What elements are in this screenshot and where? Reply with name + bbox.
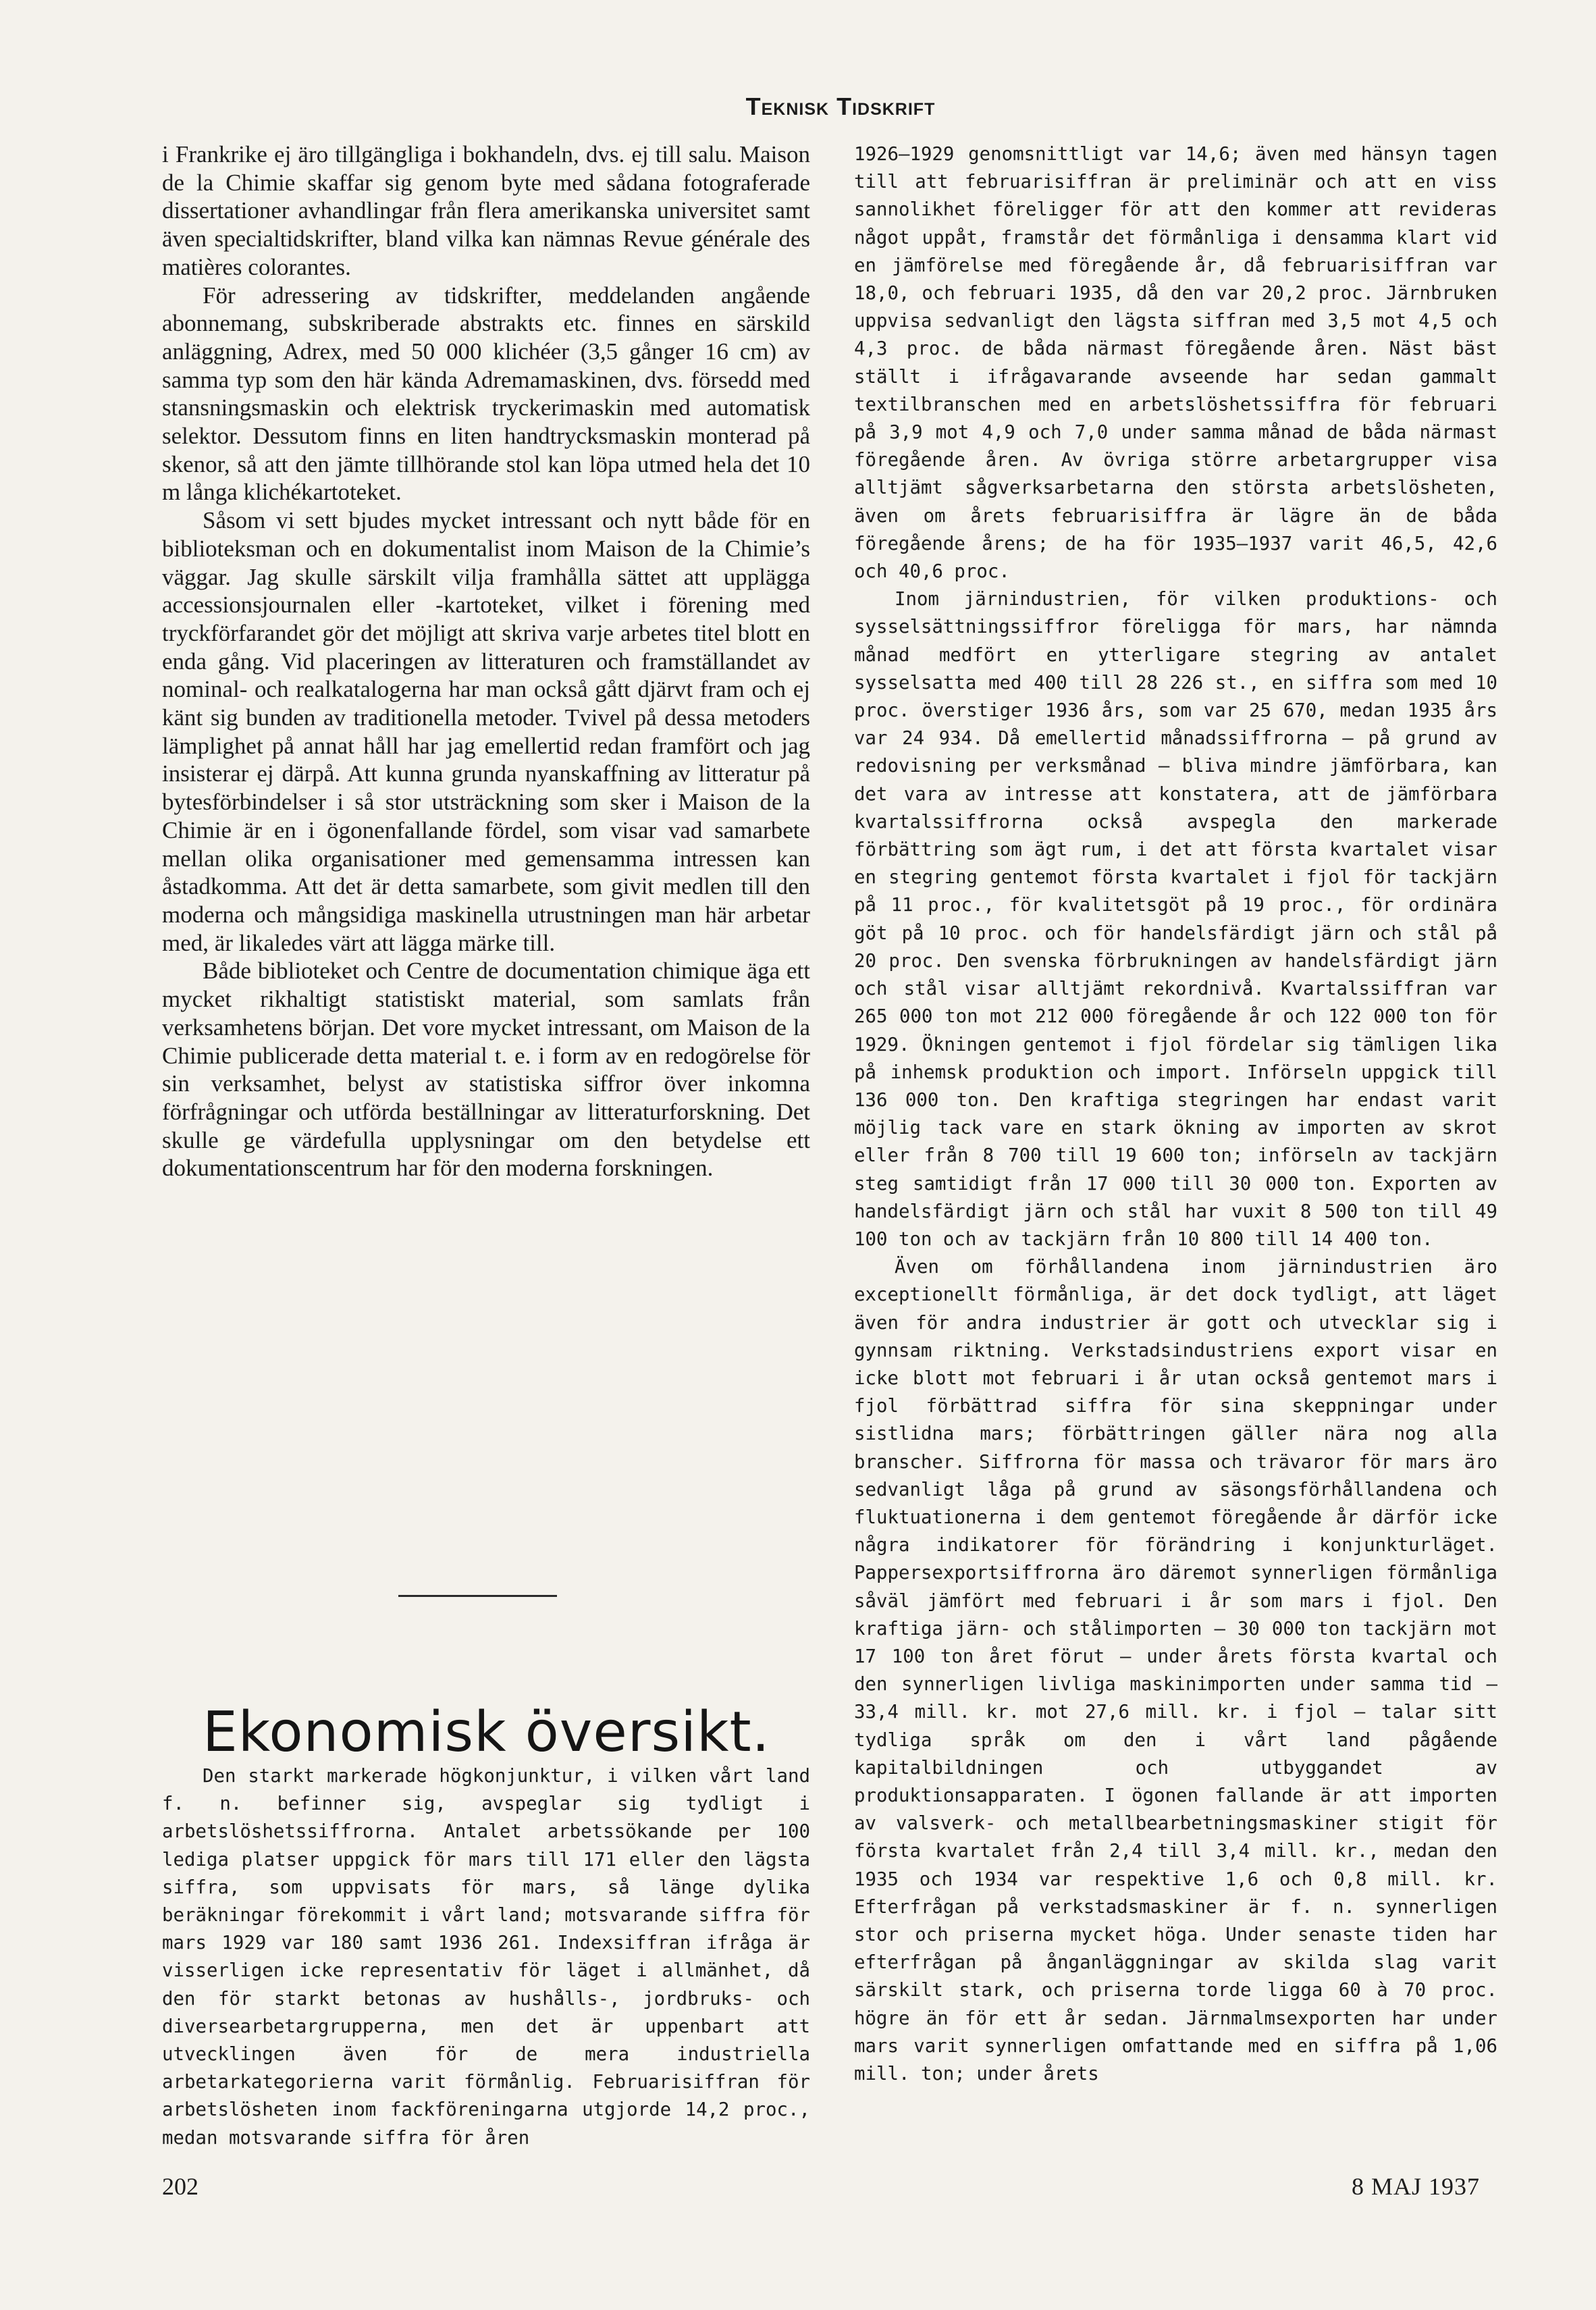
left-paragraph-1: i Frankrike ej äro tillgängliga i bokhandeln, dvs. ej till salu. Maison de la Chimie skaffar sig genom byte med sådana fotograferade dissertationer avhandlingar från flera amerikanska universitet samt även specialtidskrifter, bland vilka kan nämnas Revue générale des matières colorantes. [162,141,810,280]
right-paragraph-1: 1926—1929 genomsnittligt var 14,6; även med hänsyn tagen till att februarisiffran är preliminär och att en viss sannolikhet föreligger för att den kommer att revideras något uppåt, framstår det förmånliga i densamma klart vid en jämförelse med föregående år, då februarisiffran var 18,0, och februari 1935, då den var 20,2 proc. Järnbruken uppvisa sedvanligt den lägsta siffran med 3,5 mot 4,5 och 4,3 proc. de båda närmast föregående åren. Näst bäst ställt i ifrågavarande avseende har sedan gammalt textilbranschen med en arbetslöshetssiffra för februari på 3,9 mot 4,9 och 7,0 under samma månad de båda närmast föregående åren. Av övriga större arbetargrupper visa alltjämt sågverksarbetarna den största arbetslösheten, även om årets februarisiffra är lägre än de båda föregående årens; de ha för 1935—1937 varit 46,5, 42,6 och 40,6 proc. [854,144,1497,583]
section-body [162,1762,810,2152]
left-paragraph-3: Såsom vi sett bjudes mycket intressant och nytt både för en biblioteksman och en dokumentalist inom Maison de la Chimie’s väggar. Jag skulle särskilt vilja framhålla sättet att upplägga accessionsjournalen eller -kartoteket, vilket i förening med tryckförfarandet gör det möjligt att skriva varje arbetes titel blott en enda gång. Vid placeringen av litteraturen och framställandet av nominal- och realkatalogerna har man också gått djärvt fram och ej känt sig bunden av traditionella metoder. Tvivel på dessa metoders lämplighet på annat håll har jag emellertid redan framfört och jag insisterar ej därpå. Att kunna grunda nyanskaffning av litteratur på bytesförbindelser i så stor utsträckning som sker i Maison de la Chimie är en i ögonenfallande fördel, som visar vad samarbete mellan olika organisationer med gemensamma intressen kan åstadkomma. Att det är detta samarbete, som givit medlen till den moderna och mångsidiga maskinella utrustningen man här arbetar med, är likaledes värt att lägga märke till. [162,507,810,956]
section-title: Ekonomisk översikt. [203,1700,770,1764]
left-paragraph-4: Både biblioteket och Centre de documentation chimique äga ett mycket rikhaltigt statistiskt material, som samlats från verksamhetens början. Det vore mycket intressant, om Maison de la Chimie publicerade detta material t. e. i form av en redogörelse för sin verksamhet, belyst av statistiska siffror över inkomna förfrågningar och utförda beställningar av litteraturforskning. Det skulle ge värdefulla upplysningar om den betydelse ett dokumentationscentrum har för den moderna forskningen. [162,957,810,1182]
right-column [854,140,1497,2088]
right-paragraph-3: Även om förhållandena inom järnindustrien äro exceptionellt förmånliga, är det dock tydligt, att läget även för andra industrier är gott och utvecklar sig i gynnsam riktning. Verkstadsindustriens export visar en icke blott mot februari i år utan också gentemot mars i fjol förbättrad siffra för sina skeppningar under sistlidna mars; förbättringen gäller nära nog alla branscher. Siffrorna för massa och trävaror för mars äro sedvanligt låga på grund av säsongsförhållandena och fluktuationerna i dem gentemot föregående år därför icke några indikatorer för förändring i konjunkturläget. Pappersexportsiffrorna äro däremot synnerligen förmånliga såväl jämfört med februari i år som mars i fjol. Den kraftiga järn- och stålimporten — 30 000 ton tackjärn mot 17 100 ton året förut — under årets första kvartal och den synnerligen livliga maskinimporten under samma tid — 33,4 mill. kr. mot 27,6 mill. kr. i fjol — talar sitt tydliga språk om den i vårt land pågående kapitalbildningen och utbyggandet av produktionsapparaten. I ögonen fallande är att importen av valsverk- och metallbearbetningsmaskiner stigit för första kvartalet från 2,4 till 3,4 mill. kr., medan den 1935 och 1934 var respektive 1,6 och 0,8 mill. kr. Efterfrågan på verkstadsmaskiner är f. n. synnerligen stor och priserna mycket höga. Under senaste tiden har efterfrågan på ånganläggningar av skilda slag varit särskilt stark, och priserna torde ligga 60 à 70 proc. högre än för ett år sedan. Järnmalmsexporten har under mars varit synnerligen omfattande med en siffra på 1,06 mill. ton; under årets [854,1257,1497,2085]
left-column [162,140,810,1182]
page-number: 202 [162,2173,198,2200]
right-paragraph-2: Inom järnindustrien, för vilken produktions- och sysselsättningssiffror föreligga för mars, har nämnda månad medfört en ytterligare stegring av antalet sysselsatta med 400 till 28 226 st., en siffra som med 10 proc. överstiger 1936 års, som var 25 670, medan 1935 års var 24 934. Då emellertid månadssiffrorna — på grund av redovisning per verksmånad — bliva mindre jämförbara, kan det vara av intresse att konstatera, att de jämförbara kvartalssiffrorna också avspegla den markerade förbättring som ägt rum, i det att första kvartalet visar en stegring gentemot första kvartalet i fjol för tackjärn på 11 proc., för kvalitetsgöt på 19 proc., för ordinära göt på 10 proc. och för handelsfärdigt järn och stål på 20 proc. Den svenska förbrukningen av handelsfärdigt järn och stål visar alltjämt rekordnivå. Kvartalssiffran var 265 000 ton mot 212 000 föregående år och 122 000 ton för 1929. Ökningen gentemot i fjol fördelar sig tämligen lika på inhemsk produktion och import. Införseln uppgick till 136 000 ton. Den kraftiga stegringen har endast varit möjlig tack vare en stark ökning av importen av skrot eller från 8 700 till 19 600 ton; införseln av tackjärn steg samtidigt från 17 000 till 30 000 ton. Exporten av handelsfärdigt järn och stål har vuxit 8 500 ton till 49 100 ton och av tackjärn från 10 800 till 14 400 ton. [854,589,1497,1250]
section-paragraph-1: Den starkt markerade högkonjunktur, i vilken vårt land f. n. befinner sig, avspeglar sig tydligt i arbetslöshetssiffrorna. Antalet arbetssökande per 100 lediga platser uppgick för mars till 171 eller den lägsta siffra, som uppvisats för mars, så länge dylika beräkningar förekommit i vårt land; motsvarande siffra för mars 1929 var 180 samt 1936 261. Indexsiffran ifråga är visserligen icke representativ för läget i allmänhet, då den för starkt betonas av hushålls-, jordbruks- och diversearbetargrupperna, men det är uppenbart att utvecklingen även för de mera industriella arbetarkategorierna varit förmånlig. Februarisiffran för arbetslösheten inom fackföreningarna utgjorde 14,2 proc., medan motsvarande siffra för åren [162,1766,810,2149]
section-divider [398,1595,557,1597]
journal-header: Teknisk Tidskrift [745,93,936,120]
left-paragraph-2: För adressering av tidskrifter, meddelanden angående abonnemang, subskriberade abstrakts etc. finnes en särskild anläggning, Adrex, med 50 000 klichéer (3,5 gånger 16 cm) av samma typ som den här kända Adremamaskinen, dvs. försedd med stansningsmaskin och elektrisk tryckerimaskin med automatisk selektor. Dessutom finns en liten handtrycksmaskin monterad på skenor, så att den jämte tillhörande stol kan löpa utmed hela det 10 m långa klichékartoteket. [162,282,810,506]
issue-date: 8 MAJ 1937 [1351,2173,1480,2200]
